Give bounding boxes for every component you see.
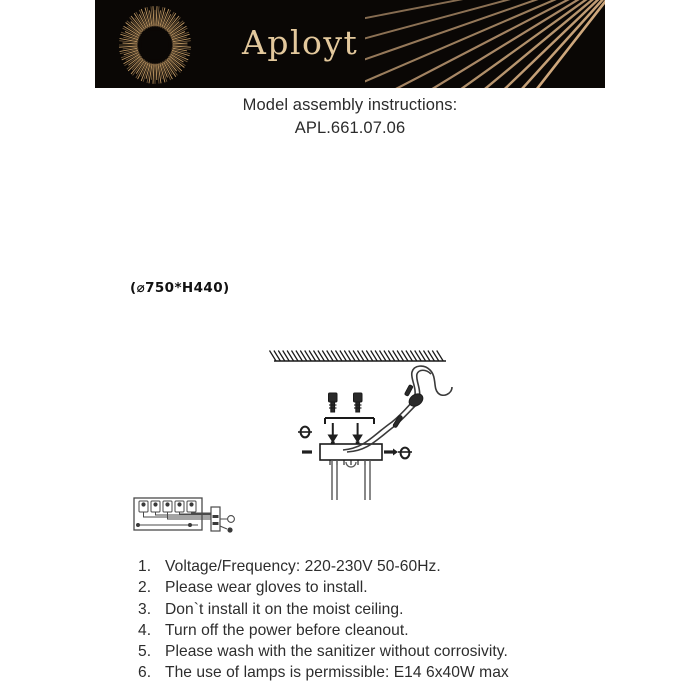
rotate-screw-icon [298,427,312,438]
anchor-bolt-icon [329,393,363,412]
list-item-text: Turn off the power before cleanout. [165,621,409,639]
list-item-number: 3. [138,600,152,618]
canopy-plate-icon [320,444,382,465]
list-item [138,599,658,620]
list-item-number: 4. [138,621,152,639]
brand-name: Aployt [242,23,359,62]
dimension-label: (⌀750*H440) [130,280,230,296]
page-title: Model assembly instructions: [242,96,458,114]
list-item-text: Don`t install it on the moist ceiling. [165,600,404,618]
brand-header-band [95,0,605,88]
rotate-screw-icon-right [398,448,412,459]
instructions-list [138,556,658,684]
list-item-text: Please wash with the sanitizer without corrosivity. [165,643,508,661]
sunburst-logo-icon [115,4,195,84]
logo-center-circle [141,30,169,60]
title-block [0,94,700,140]
list-item-text: The use of lamps is permissible: E14 6x40W max [165,664,509,682]
list-item-number: 6. [138,664,152,682]
corner-rays-decoration [365,0,605,88]
list-item [138,641,658,662]
model-code: APL.661.07.06 [294,119,406,137]
list-item-text: Voltage/Frequency: 220-230V 50-60Hz. [165,558,441,575]
list-item [138,620,658,641]
list-item-number: 5. [138,643,152,661]
ceiling-hatch-icon [270,351,447,362]
list-item-text: Please wear gloves to install. [165,579,368,597]
list-item-number: 2. [138,579,152,597]
list-item-number: 1. [138,558,152,575]
list-item [138,556,658,577]
list-item [138,662,658,683]
down-rod-icon [332,460,370,500]
product-assembly-diagram [0,160,700,500]
list-item [138,577,658,598]
terminal-block-icon [132,495,242,541]
